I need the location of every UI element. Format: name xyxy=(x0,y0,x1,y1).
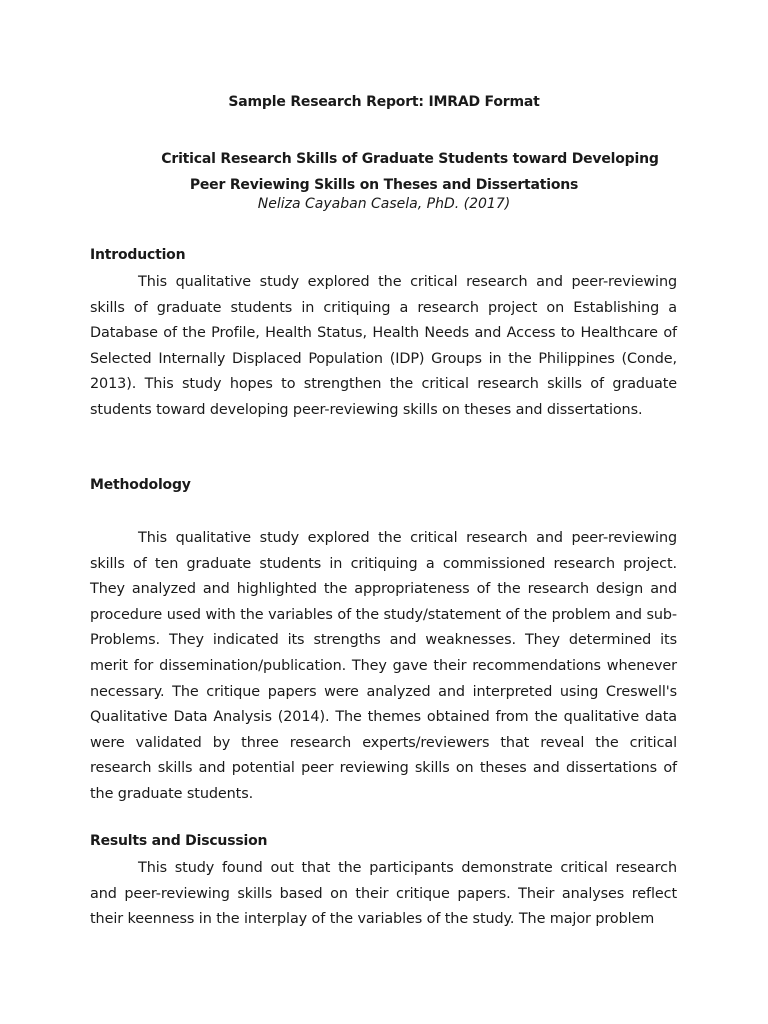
paper-title-line-1: Critical Research Skills of Graduate Students toward Developing xyxy=(161,151,659,167)
results-discussion-heading: Results and Discussion xyxy=(90,833,268,849)
document-title: Sample Research Report: IMRAD Format xyxy=(228,94,540,110)
paper-title xyxy=(60,146,708,198)
introduction-paragraph: This qualitative study explored the critical research and peer-reviewing skills of graduate students in critiquing a research project on Establishing a Database of the Profile, Health Status, Health Needs and Access to Healthcare of Selected Internally Displaced Population (IDP) Groups in the Philippines (Conde, 2013). This study hopes to strengthen the critical research skills of graduate students toward developing peer-reviewing skills on theses and dissertations. xyxy=(90,274,677,418)
introduction-heading: Introduction xyxy=(90,247,186,263)
methodology-paragraph: This qualitative study explored the critical research and peer-reviewing skills of ten graduate students in critiquing a commissioned research project. They analyzed and highlighted the appropriateness of the research design and procedure used with the variables of the study/statement of the problem and sub-Problems. They indicated its strengths and weaknesses. They determined its merit for dissemination/publication. They gave their recommendations whenever necessary. The critique papers were analyzed and interpreted using Creswell's Qualitative Data Analysis (2014). The themes obtained from the qualitative data were validated by three research experts/reviewers that reveal the critical research skills and potential peer reviewing skills on theses and dissertations of the graduate students. xyxy=(90,530,677,802)
author-line: Neliza Cayaban Casela, PhD. (2017) xyxy=(257,196,511,212)
results-discussion-paragraph: This study found out that the participants demonstrate critical research and peer-reviewing skills based on their critique papers. Their analyses reflect their keenness in the interplay of the variables of the study. The major problem xyxy=(90,860,677,928)
paper-title-line-2: Peer Reviewing Skills on Theses and Dissertations xyxy=(189,177,579,193)
methodology-heading: Methodology xyxy=(90,477,191,493)
